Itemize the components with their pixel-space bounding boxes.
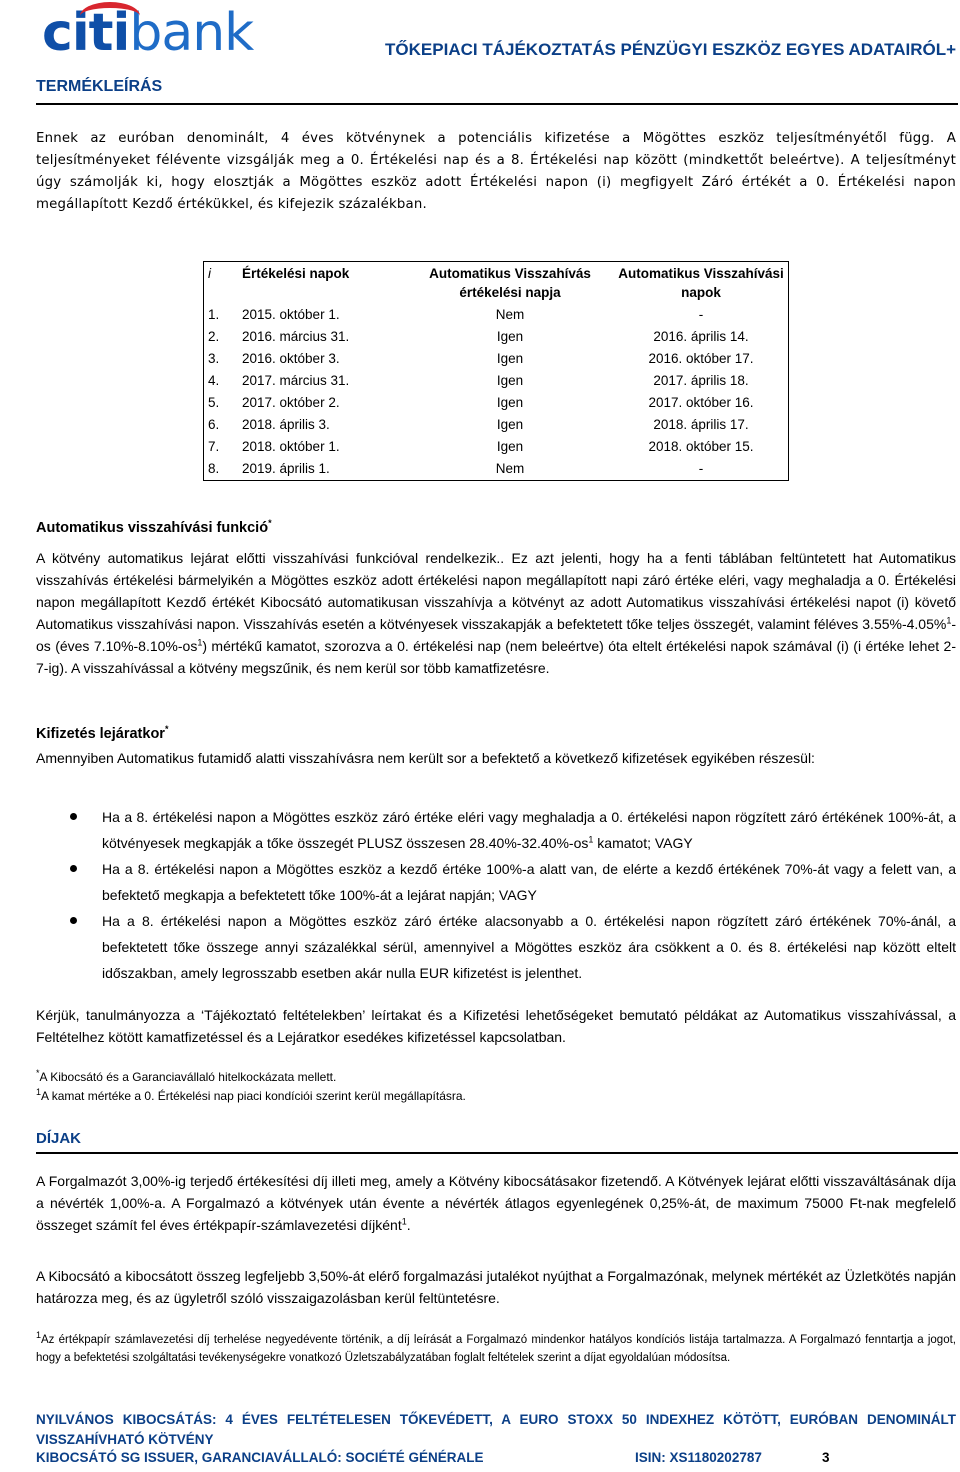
- table-cell: Igen: [496, 395, 524, 410]
- maturity-bullet-list: [36, 804, 956, 986]
- fees-divider: [36, 1152, 958, 1154]
- fees-paragraph-1: A Forgalmazót 3,00%-ig terjedő értékesítési díj illeti meg, amely a Kötvény kibocsátásakor fizetendő. A Kötvények lejárat előtti visszaváltásának díja a névérték 1,00%-a. A Forgalmazó a kötvények után évente a névérték átlagos egyenlegének 0,25%-át, de maximum 75000 Ft-nak megfelelő összeget számít fel éves értékpapír-számlavezetési díjként$^1$.: [36, 1173, 956, 1233]
- table-cell: 6.: [208, 417, 220, 432]
- autocall-heading: Automatikus visszahívási funkció*: [36, 518, 272, 536]
- table-row: [204, 392, 789, 414]
- note-credit-risk: *A Kibocsátó és a Garanciavállaló hitelkockázata mellett.: [36, 1068, 337, 1084]
- maturity-heading: Kifizetés lejáratkor*: [36, 724, 169, 742]
- maturity-intro: Amennyiben Automatikus futamidő alatti visszahívásra nem került sor a befektető a következő kifizetések egyikében részesül:: [36, 750, 815, 766]
- list-item: Ha a 8. értékelési napon a Mögöttes eszköz a kezdő értéke 100%-a alatt van, de elérte a kezdő értékének 70%-át vagy a felett van, a befektető megkapja a befektetett tőke 100%-át a lejárat napján; VAGY: [36, 856, 956, 908]
- bullet-icon: [70, 917, 77, 924]
- footer-issuer-line: [36, 1450, 956, 1465]
- table-cell: Nem: [495, 307, 525, 322]
- header-divider: [36, 103, 958, 105]
- table-cell: Igen: [496, 329, 524, 344]
- table-row: [204, 414, 789, 436]
- table-header-autocall-valuation: Automatikus Visszahívás értékelési napja: [429, 266, 591, 300]
- study-paragraph: Kérjük, tanulmányozza a ‘Tájékoztató feltételekben’ leírtakat és a Kifizetési lehetőségeket bemutató példákat az Automatikus visszahívással, a Feltételhez kötött kamatfizetéssel és a Lejáratkor esedékes kifizetéssel kapcsolatban.: [36, 1007, 956, 1045]
- table-row: [204, 326, 789, 348]
- table-cell: -: [698, 461, 704, 476]
- table-row: [204, 348, 789, 370]
- table-row: [204, 458, 789, 481]
- table-header-i: i: [208, 266, 211, 281]
- document-title: TŐKEPIACI TÁJÉKOZTATÁS PÉNZÜGYI ESZKÖZ EGYES ADATAIRÓL+: [385, 40, 956, 59]
- table-header-autocall-days: Automatikus Visszahívási napok: [618, 266, 784, 300]
- logo-arc-icon: [80, 2, 140, 30]
- table-cell: 2018. október 15.: [648, 439, 754, 454]
- table-cell: 7.: [208, 439, 220, 454]
- table-row: [204, 370, 789, 392]
- logo-text-bank: bank: [129, 3, 254, 63]
- table-cell: 2019. április 1.: [242, 461, 330, 476]
- table-cell: Igen: [496, 417, 524, 432]
- table-row: [204, 436, 789, 458]
- note-interest-rate: $^1$A kamat mértéke a 0. Értékelési nap piaci kondíciói szerint kerül megállapításra.: [36, 1087, 466, 1103]
- fees-footnote: $^1$Az értékpapír számlavezetési díj terhelése negyedévente történik, a díj leírását a Forgalmazó mindenkor hatályos kondíciós listája tartalmazza. A Forgalmazó fenntartja a jogot, hogy a befektetési szolgáltatási tevékenységekre vonatkozó Üzletszabályzatában foglalt feltételek szerint a díjat egyoldalúan módosítsa.: [36, 1330, 956, 1364]
- fees-heading: DÍJAK: [36, 1130, 82, 1147]
- bullet-icon: [70, 813, 77, 820]
- table-cell: 1.: [208, 307, 220, 322]
- table-cell: Igen: [496, 373, 524, 388]
- table-cell: 2016. október 17.: [648, 351, 754, 366]
- table-cell: 2017. október 16.: [648, 395, 754, 410]
- table-row: [204, 304, 789, 326]
- table-cell: 2016. október 3.: [242, 351, 340, 366]
- footer-isin: ISIN: XS1180202787: [635, 1450, 762, 1465]
- bullet-icon: [70, 865, 77, 872]
- table-cell: 2015. október 1.: [242, 307, 340, 322]
- table-header-valuation-days: Értékelési napok: [242, 266, 350, 281]
- fees-paragraph-2: A Kibocsátó a kibocsátott összeg legfeljebb 3,50%-át elérő forgalmazási jutalékot nyújthat a Forgalmazónak, melynek mértékét az Üzletkötés napján határozza meg, és az ügyletről szóló visszaigazolásban kerül feltüntetésre.: [36, 1268, 956, 1306]
- table-cell: 2018. október 1.: [242, 439, 340, 454]
- table-cell: Igen: [496, 439, 524, 454]
- table-cell: 2016. március 31.: [242, 329, 350, 344]
- table-cell: 2.: [208, 329, 220, 344]
- table-cell: -: [698, 307, 704, 322]
- table-cell: 2017. április 18.: [653, 373, 749, 388]
- table-cell: Igen: [496, 351, 524, 366]
- table-cell: 2016. április 14.: [653, 329, 749, 344]
- intro-paragraph: Ennek az euróban denominált, 4 éves kötvénynek a potenciális kifizetése a Mögöttes eszköz teljesítményétől függ. A teljesítményeket félévente vizsgálják meg a 0. Értékelési nap és a 8. Értékelési nap között (mindkettőt beleértve). A teljesítményt úgy számolják ki, hogy elosztják a Mögöttes eszköz adott Értékelési napon (i) megfigyelt Záró értékét a 0. Értékelési napon megállapított Kezdő értékükkel, és kifejezik százalékban.: [36, 131, 956, 212]
- autocall-paragraph: A kötvény automatikus lejárat előtti visszahívási funkcióval rendelkezik.. Ez azt jelenti, hogy ha a fenti táblában feltüntetett hat Automatikus visszahívás értékelési bármelyikén a Mögöttes eszköz adott értékelési napon megállapított napi záró értéke eléri, vagy meghaladja a 0. Értékelési napon megállapított Kezdő értékét Kibocsátó automatikusan visszahívja a kötvényt az adott Automatikus visszahívási értékelési napot (i) követő Automatikus visszahívási napon. Visszahívás esetén a kötvényesek visszakapják a befektetett tőke teljes összegét, valamint féléves 3.55%-4.05%$^1$-os (éves $7.10\%-8.10\%-os^1$) mértékű kamatot, szorozva a 0. értékelési nap (nem beleértve) óta eltelt értékelési napok számával (i) (i értéke lehet 2-7-ig). A visszahívással a kötvény megszűnik, és nem kerül sor több kamatfizetésre.: [36, 550, 957, 676]
- logo-text-citi: citi: [42, 3, 130, 63]
- footer-issuer: KIBOCSÁTÓ SG ISSUER, GARANCIAVÁLLALÓ: SOCIÉTÉ GÉNÉRALE: [36, 1450, 484, 1465]
- list-item: Ha a 8. értékelési napon a Mögöttes eszköz záró értéke eléri vagy meghaladja a 0. értékelési napon rögzített záró értékének 100%-át, a kötvényesek megkapják a tőke összegét PLUSZ összesen $28.40\%-32.40\%-os^1$ kamatot; VAGY: [36, 804, 956, 856]
- table-header-row: [204, 262, 789, 305]
- table-cell: 8.: [208, 461, 220, 476]
- page-number: 3: [822, 1450, 830, 1465]
- table-cell: 5.: [208, 395, 220, 410]
- section-termekleiras: TERMÉKLEÍRÁS: [36, 78, 163, 95]
- table-cell: Nem: [495, 461, 525, 476]
- list-item: Ha a 8. értékelési napon a Mögöttes eszköz záró értéke alacsonyabb a 0. értékelési napon rögzített záró értékének 70%-ánál, a befektetett tőke összege annyi százalékkal sérül, amennyivel a Mögöttes eszköz ára csökkent a 0. és 8. értékelési nap között eltelt időszakban, amely legrosszabb esetben akár nulla EUR kifizetést is jelenthet.: [36, 908, 956, 986]
- table-cell: 3.: [208, 351, 220, 366]
- table-cell: 4.: [208, 373, 220, 388]
- table-cell: 2017. március 31.: [242, 373, 350, 388]
- citibank-logo: [42, 4, 257, 62]
- footer-offer-title: NYILVÁNOS KIBOCSÁTÁS: 4 ÉVES FELTÉTELESEN TŐKEVÉDETT, A EURO STOXX 50 INDEXHEZ KÖTÖTT, EURÓBAN DENOMINÁLT VISSZAHÍVHATÓ KÖTVÉNY: [36, 1412, 956, 1447]
- table-cell: 2018. április 17.: [653, 417, 749, 432]
- valuation-table: [203, 261, 789, 481]
- table-cell: 2018. április 3.: [242, 417, 330, 432]
- table-cell: 2017. október 2.: [242, 395, 340, 410]
